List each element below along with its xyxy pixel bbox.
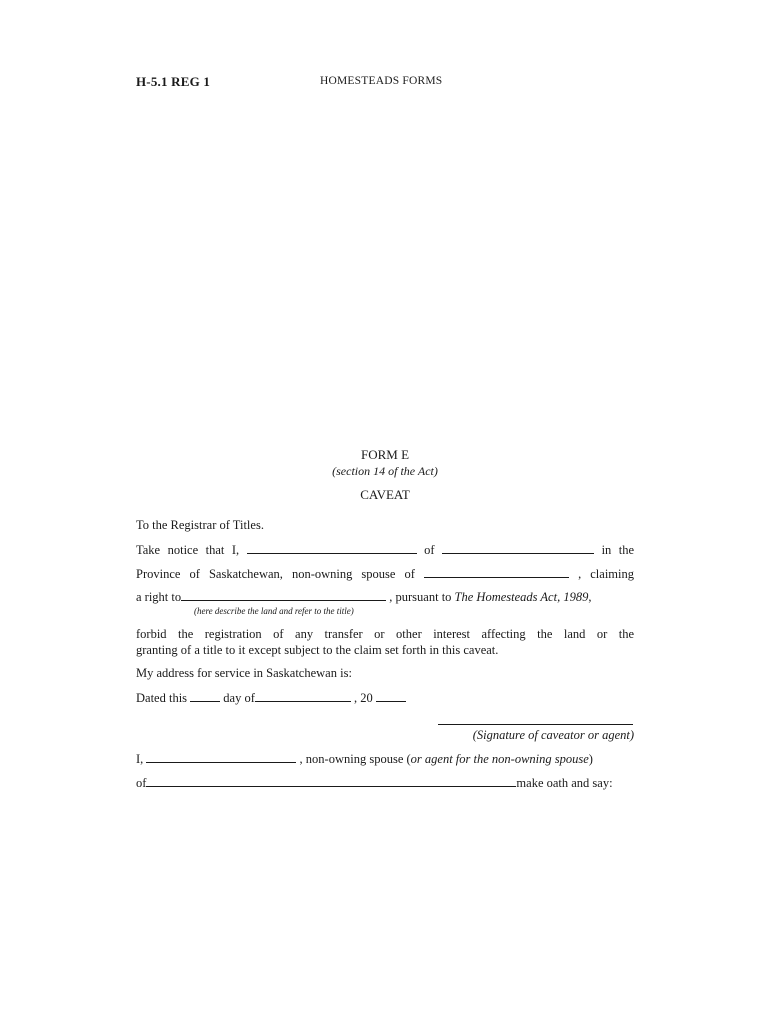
claiming-text: , claiming <box>578 567 634 581</box>
land-description-field[interactable] <box>181 589 386 601</box>
oath-say-text: make oath and say: <box>516 776 613 790</box>
comma-text: , <box>588 590 592 604</box>
day-of-text: day of <box>223 691 255 705</box>
forbid-line-2: granting of a title to it except subject to the claim set forth in this caveat. <box>136 643 499 657</box>
take-notice-text: Take notice that I, <box>136 543 240 557</box>
owning-spouse-name-field[interactable] <box>424 566 569 578</box>
month-field[interactable] <box>255 690 351 702</box>
caveator-residence-field[interactable] <box>442 542 594 554</box>
in-the-text: in the <box>601 543 635 557</box>
forbid-line-1: forbid the registration of any transfer or other interest affecting the land or the <box>136 627 634 641</box>
signature-caption: (Signature of caveator or agent) <box>472 728 634 742</box>
registrar-address-line: To the Registrar of Titles. <box>136 518 264 532</box>
oath-agent-text: or agent for the non-owning spouse <box>410 752 589 766</box>
year-prefix-text: , 20 <box>354 691 373 705</box>
oath-spouse-text: , non-owning spouse ( <box>299 752 411 766</box>
a-right-to-text: a right to <box>136 590 182 604</box>
pursuant-text: , pursuant to <box>389 590 452 604</box>
deponent-name-field[interactable] <box>146 751 296 763</box>
take-notice-line <box>136 542 634 558</box>
land-description-note: (here describe the land and refer to the title) <box>194 606 354 616</box>
province-line <box>136 566 634 582</box>
oath-of-text: of <box>136 776 147 790</box>
oath-line <box>136 751 593 767</box>
document-header-title: HOMESTEADS FORMS <box>320 75 443 87</box>
form-heading-caveat: CAVEAT <box>360 487 410 502</box>
of-text: of <box>424 543 435 557</box>
dated-this-text: Dated this <box>136 691 188 705</box>
act-name: The Homesteads Act, 1989 <box>454 590 589 604</box>
dated-line <box>136 690 406 706</box>
form-title: FORM E <box>360 447 410 462</box>
oath-close-text: ) <box>588 752 593 766</box>
year-field[interactable] <box>376 690 406 702</box>
regulation-code: H-5.1 REG 1 <box>136 74 211 89</box>
province-text: Province of Saskatchewan, non-owning spouse of <box>136 567 415 581</box>
form-section-reference: (section 14 of the Act) <box>332 464 438 478</box>
signature-field[interactable] <box>438 710 633 725</box>
caveator-name-field[interactable] <box>247 542 417 554</box>
deponent-residence-field[interactable] <box>146 775 516 787</box>
oath-i-text: I, <box>136 752 144 766</box>
day-field[interactable] <box>190 690 220 702</box>
right-to-line <box>136 589 591 605</box>
oath-of-line <box>136 775 613 791</box>
address-for-service-line: My address for service in Saskatchewan is: <box>136 666 352 680</box>
